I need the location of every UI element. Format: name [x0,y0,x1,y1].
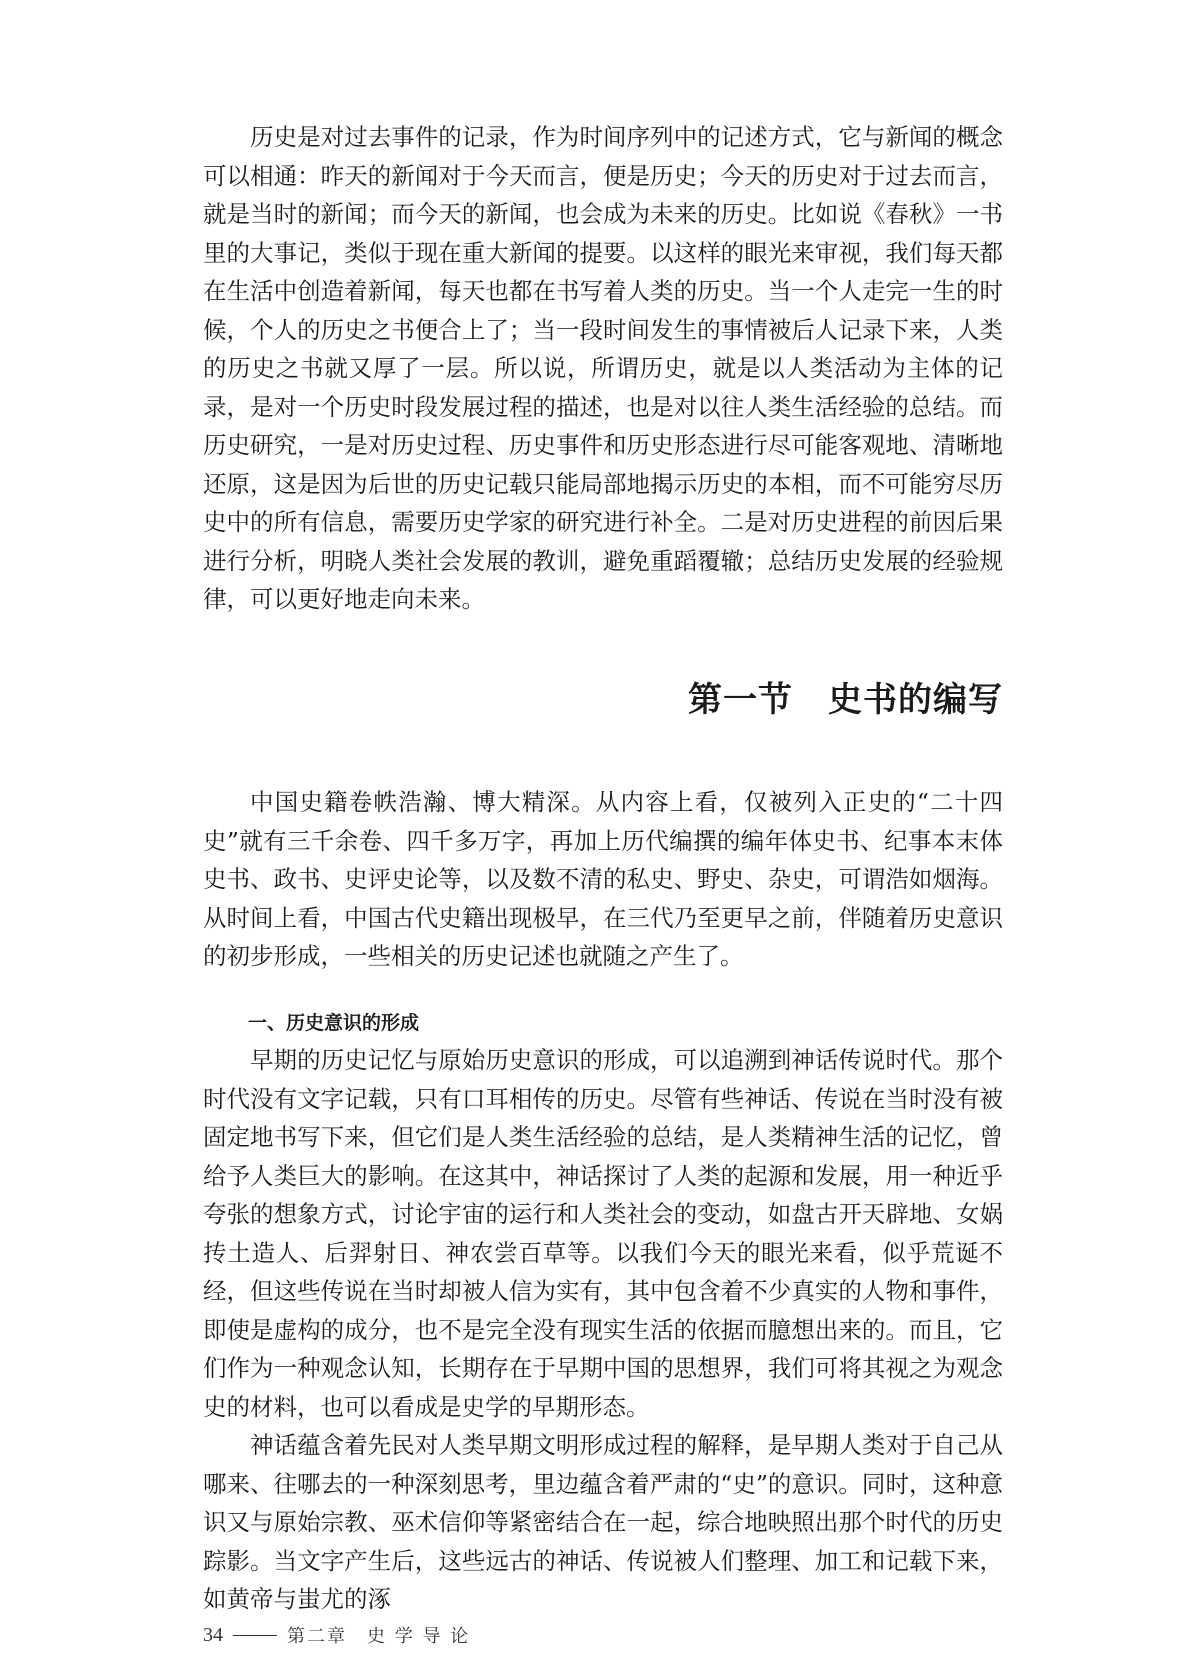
intro-text [203,118,1003,619]
section-paragraph: 中国史籍卷帙浩瀚、博大精深。从内容上看，仅被列入正史的“二十四史”就有三千余卷、四千多万字，再加上历代编撰的编年体史书、纪事本末体史书、政书、史评史论等，以及数不清的私史、野史、杂史，可谓浩如烟海。从时间上看，中国古代史籍出现极早，在三代乃至更早之前，伴随着历史意识的初步形成，一些相关的历史记述也就随之产生了。 [203,788,1003,970]
page-footer [203,1622,470,1648]
footer-rule [233,1635,277,1636]
subsection-paragraph: 神话蕴含着先民对人类早期文明形成过程的解释，是早期人类对于自己从哪来、往哪去的一种深刻思考，里边蕴含着严肃的“史”的意识。同时，这种意识又与原始宗教、巫术信仰等紧密结合在一起，综合地映照出那个时代的历史踪影。当文字产生后，这些远古的神话、传说被人们整理、加工和记载下来，如黄帝与蚩尤的涿 [203,1431,1003,1613]
subsection-paragraph: 早期的历史记忆与原始历史意识的形成，可以追溯到神话传说时代。那个时代没有文字记载，只有口耳相传的历史。尽管有些神话、传说在当时没有被固定地书写下来，但它们是人类生活经验的总结，是人类精神生活的记忆，曾给予人类巨大的影响。在这其中，神话探讨了人类的起源和发展，用一种近乎夸张的想象方式，讨论宇宙的运行和人类社会的变动，如盘古开天辟地、女娲抟土造人、后羿射日、神农尝百草等。以我们今天的眼光来看，似乎荒诞不经，但这些传说在当时却被人信为实有，其中包含着不少真实的人物和事件，即使是虚构的成分，也不是完全没有现实生活的依据而臆想出来的。而且，它们作为一种观念认知，长期存在于早期中国的思想界，我们可将其视之为观念史的材料，也可以看成是史学的早期形态。 [203,1046,1003,1421]
chapter-title: 第二章 史 学 导 论 [287,1626,471,1647]
page-number: 34 [203,1623,223,1646]
intro-paragraph: 历史是对过去事件的记录，作为时间序列中的记述方式，它与新闻的概念可以相通：昨天的新闻对于今天而言，便是历史；今天的历史对于过去而言，就是当时的新闻；而今天的新闻，也会成为未来的历史。比如说《春秋》一书里的大事记，类似于现在重大新闻的提要。以这样的眼光来审视，我们每天都在生活中创造着新闻，每天也都在书写着人类的历史。当一个人走完一生的时候，个人的历史之书便合上了；当一段时间发生的事情被后人记录下来，人类的历史之书就又厚了一层。所以说，所谓历史，就是以人类活动为主体的记录，是对一个历史时段发展过程的描述，也是对以往人类生活经验的总结。而历史研究，一是对历史过程、历史事件和历史形态进行尽可能客观地、清晰地还原，这是因为后世的历史记载只能局部地揭示历史的本相，而不可能穷尽历史中的所有信息，需要历史学家的研究进行补全。二是对历史进程的前因后果进行分析，明晓人类社会发展的教训，避免重蹈覆辙；总结历史发展的经验规律，可以更好地走向未来。 [203,123,1003,613]
section-text [203,783,1003,976]
subsection-heading: 一、历史意识的形成 [248,1012,420,1034]
subsection-text [203,1041,1003,1619]
section-heading: 第一节 史书的编写 [688,680,1003,720]
